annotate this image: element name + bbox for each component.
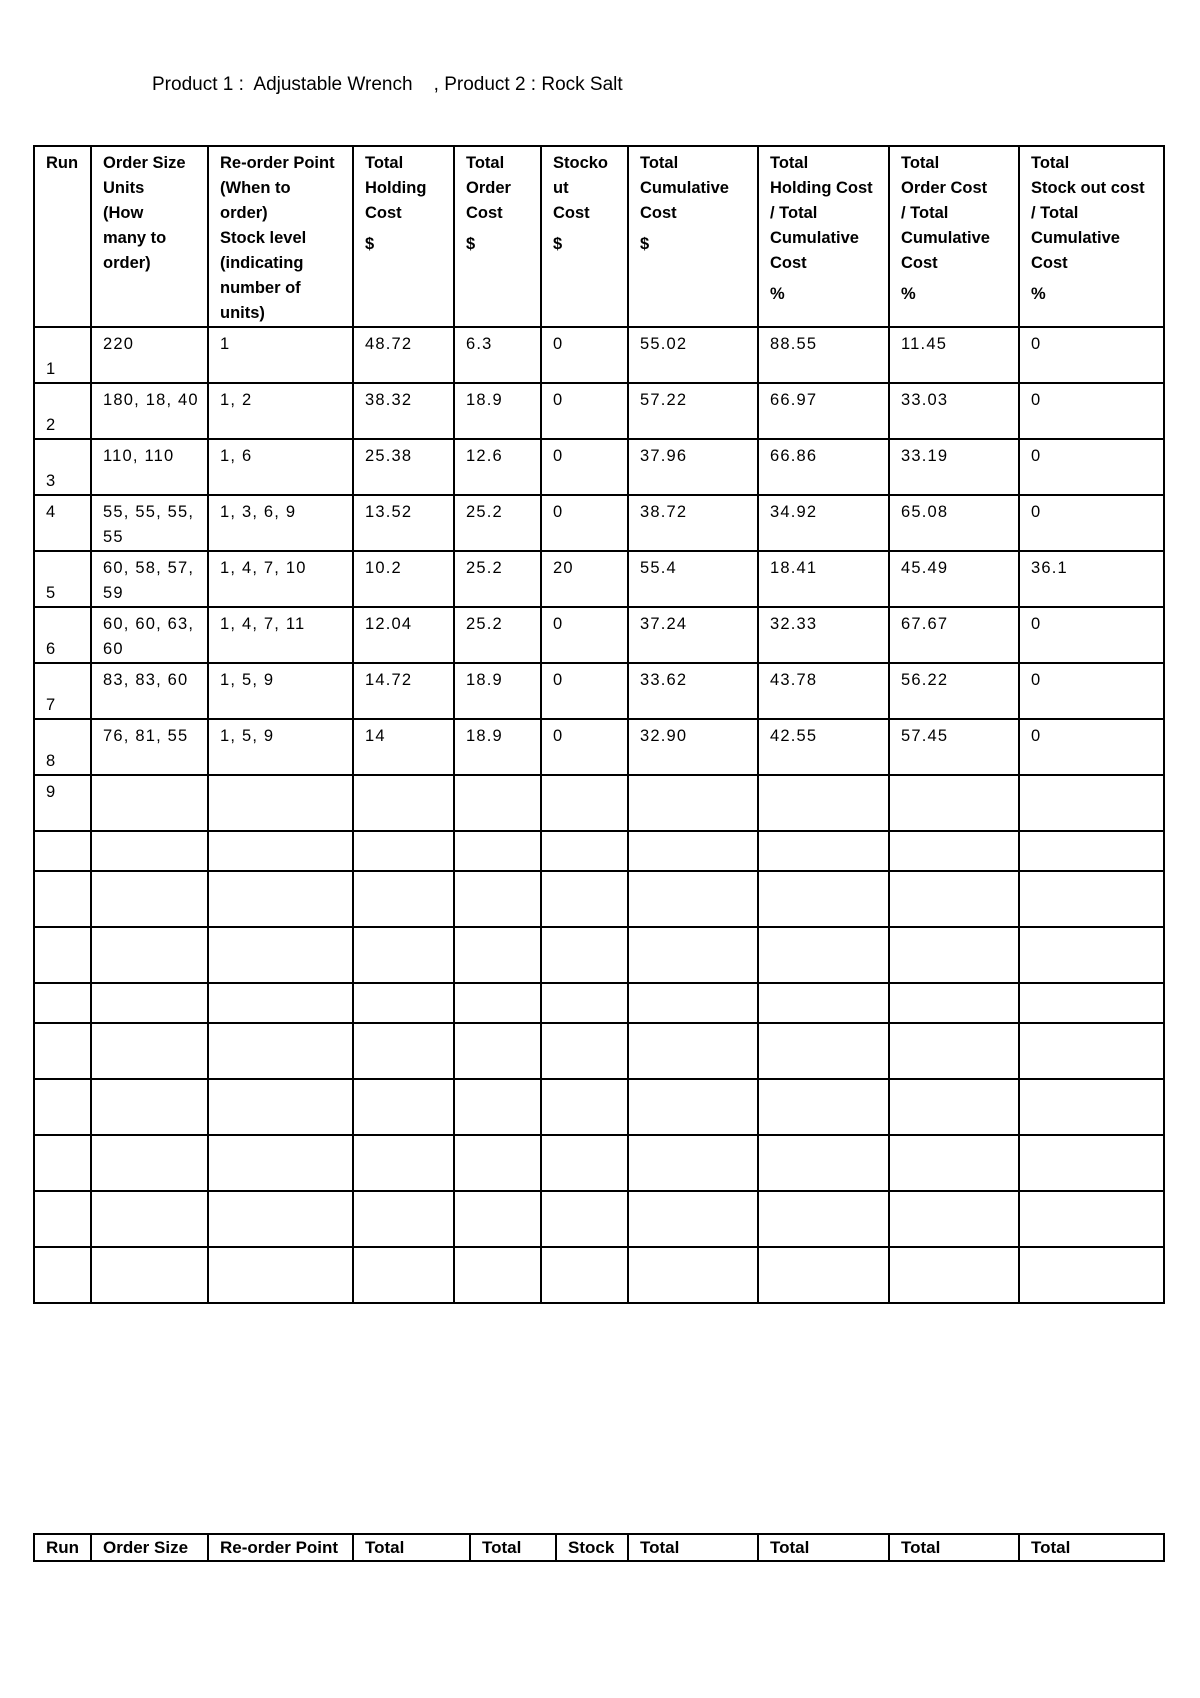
empty-cell (91, 1079, 208, 1135)
empty-cell (454, 1191, 541, 1247)
run-cell: 7 (34, 663, 91, 719)
holding-pct-cell: 32.33 (758, 607, 889, 663)
empty-cell (889, 1023, 1019, 1079)
order-pct-cell: 11.45 (889, 327, 1019, 383)
empty-cell (1019, 1079, 1164, 1135)
empty-row (34, 1135, 1164, 1191)
holding-pct-cell: 66.97 (758, 383, 889, 439)
bottom-header-cell: Order Size (91, 1534, 208, 1561)
cumulative-cost-cell (628, 775, 758, 831)
results-table (33, 145, 1165, 1304)
header-order-size: Order Size Units (How many to order) (91, 146, 208, 327)
order-cost-cell: 18.9 (454, 719, 541, 775)
empty-cell (758, 1191, 889, 1247)
empty-cell (454, 983, 541, 1023)
stockout-pct-cell: 0 (1019, 607, 1164, 663)
table-row (34, 719, 1164, 775)
stockout-cost-cell: 0 (541, 327, 628, 383)
stockout-cost-cell: 0 (541, 439, 628, 495)
empty-cell (758, 1247, 889, 1303)
empty-cell (208, 871, 353, 927)
header-order-pct: Total Order Cost / Total Cumulative Cost % (889, 146, 1019, 327)
empty-cell (1019, 871, 1164, 927)
bottom-header-cell: Total (470, 1534, 556, 1561)
empty-cell (91, 983, 208, 1023)
empty-cell (889, 983, 1019, 1023)
empty-cell (628, 1135, 758, 1191)
holding-pct-cell (758, 775, 889, 831)
stockout-cost-cell: 0 (541, 495, 628, 551)
holding-pct-cell: 66.86 (758, 439, 889, 495)
empty-cell (758, 1135, 889, 1191)
empty-cell (208, 1135, 353, 1191)
stockout-cost-cell: 0 (541, 383, 628, 439)
order-cost-cell: 12.6 (454, 439, 541, 495)
empty-cell (353, 1247, 454, 1303)
empty-cell (1019, 927, 1164, 983)
empty-cell (34, 831, 91, 871)
empty-cell (454, 1247, 541, 1303)
header-total-holding-cost: Total Holding Cost $ (353, 146, 454, 327)
cumulative-cost-cell: 55.02 (628, 327, 758, 383)
table-row (34, 327, 1164, 383)
order-size-cell: 110, 110 (91, 439, 208, 495)
empty-cell (34, 1191, 91, 1247)
empty-cell (1019, 983, 1164, 1023)
empty-cell (353, 871, 454, 927)
cumulative-cost-cell: 32.90 (628, 719, 758, 775)
order-cost-cell: 25.2 (454, 551, 541, 607)
empty-cell (628, 983, 758, 1023)
empty-cell (541, 1135, 628, 1191)
header-reorder-point: Re-order Point (When to order) Stock level (indicating number of units) (208, 146, 353, 327)
empty-cell (34, 871, 91, 927)
empty-cell (208, 831, 353, 871)
empty-cell (353, 1135, 454, 1191)
holding-cost-cell (353, 775, 454, 831)
empty-cell (208, 1247, 353, 1303)
stockout-pct-cell: 0 (1019, 439, 1164, 495)
stockout-pct-cell: 0 (1019, 719, 1164, 775)
order-cost-cell: 18.9 (454, 663, 541, 719)
empty-cell (353, 983, 454, 1023)
empty-cell (758, 1023, 889, 1079)
empty-cell (758, 1079, 889, 1135)
empty-cell (541, 871, 628, 927)
empty-cell (91, 1191, 208, 1247)
header-stockout-cost: Stocko ut Cost $ (541, 146, 628, 327)
empty-cell (353, 1191, 454, 1247)
table-row (34, 439, 1164, 495)
cumulative-cost-cell: 37.96 (628, 439, 758, 495)
cumulative-cost-cell: 33.62 (628, 663, 758, 719)
empty-cell (889, 831, 1019, 871)
empty-cell (541, 927, 628, 983)
header-holding-pct: Total Holding Cost / Total Cumulative Cost % (758, 146, 889, 327)
empty-cell (91, 1135, 208, 1191)
empty-row (34, 1023, 1164, 1079)
empty-cell (208, 1191, 353, 1247)
empty-cell (91, 1247, 208, 1303)
reorder-point-cell (208, 775, 353, 831)
empty-cell (628, 831, 758, 871)
run-cell: 3 (34, 439, 91, 495)
empty-row (34, 871, 1164, 927)
cumulative-cost-cell: 57.22 (628, 383, 758, 439)
empty-cell (454, 1023, 541, 1079)
stockout-pct-cell: 36.1 (1019, 551, 1164, 607)
order-cost-cell (454, 775, 541, 831)
empty-cell (889, 1079, 1019, 1135)
reorder-point-cell: 1, 5, 9 (208, 719, 353, 775)
stockout-cost-cell: 0 (541, 719, 628, 775)
holding-pct-cell: 18.41 (758, 551, 889, 607)
bottom-header-cell: Total (758, 1534, 889, 1561)
reorder-point-cell: 1 (208, 327, 353, 383)
empty-cell (628, 927, 758, 983)
bottom-header-cell: Total (628, 1534, 758, 1561)
empty-cell (628, 871, 758, 927)
holding-cost-cell: 48.72 (353, 327, 454, 383)
order-pct-cell: 33.03 (889, 383, 1019, 439)
order-cost-cell: 25.2 (454, 495, 541, 551)
empty-cell (628, 1247, 758, 1303)
order-size-cell: 60, 58, 57, 59 (91, 551, 208, 607)
empty-cell (454, 1135, 541, 1191)
reorder-point-cell: 1, 2 (208, 383, 353, 439)
stockout-cost-cell (541, 775, 628, 831)
empty-cell (34, 1135, 91, 1191)
holding-pct-cell: 42.55 (758, 719, 889, 775)
empty-cell (34, 927, 91, 983)
empty-cell (91, 831, 208, 871)
empty-cell (758, 831, 889, 871)
order-pct-cell: 67.67 (889, 607, 1019, 663)
empty-cell (541, 1247, 628, 1303)
order-size-cell: 55, 55, 55, 55 (91, 495, 208, 551)
empty-cell (541, 983, 628, 1023)
order-pct-cell: 57.45 (889, 719, 1019, 775)
holding-cost-cell: 14 (353, 719, 454, 775)
empty-cell (34, 1247, 91, 1303)
empty-cell (353, 927, 454, 983)
empty-cell (889, 1191, 1019, 1247)
order-size-cell: 60, 60, 63, 60 (91, 607, 208, 663)
empty-cell (628, 1023, 758, 1079)
order-size-cell: 76, 81, 55 (91, 719, 208, 775)
empty-row (34, 1079, 1164, 1135)
empty-cell (454, 927, 541, 983)
empty-cell (34, 1023, 91, 1079)
holding-cost-cell: 38.32 (353, 383, 454, 439)
stockout-cost-cell: 0 (541, 663, 628, 719)
empty-cell (208, 1023, 353, 1079)
empty-cell (758, 927, 889, 983)
empty-cell (541, 1191, 628, 1247)
run-cell: 8 (34, 719, 91, 775)
bottom-header-cell: Total (889, 1534, 1019, 1561)
reorder-point-cell: 1, 4, 7, 10 (208, 551, 353, 607)
header-stockout-pct: Total Stock out cost / Total Cumulative Cost % (1019, 146, 1164, 327)
empty-cell (208, 983, 353, 1023)
reorder-point-cell: 1, 6 (208, 439, 353, 495)
empty-cell (208, 1079, 353, 1135)
bottom-header-cell: Stock (556, 1534, 628, 1561)
order-size-cell: 220 (91, 327, 208, 383)
header-total-cumulative-cost: Total Cumulative Cost $ (628, 146, 758, 327)
cumulative-cost-cell: 37.24 (628, 607, 758, 663)
empty-cell (34, 1079, 91, 1135)
run-cell: 6 (34, 607, 91, 663)
empty-cell (628, 1079, 758, 1135)
repeated-header-row (34, 1534, 1164, 1561)
holding-pct-cell: 88.55 (758, 327, 889, 383)
run-cell: 4 (34, 495, 91, 551)
order-pct-cell: 33.19 (889, 439, 1019, 495)
holding-cost-cell: 12.04 (353, 607, 454, 663)
empty-cell (541, 1079, 628, 1135)
order-size-cell (91, 775, 208, 831)
empty-cell (541, 1023, 628, 1079)
table-row (34, 495, 1164, 551)
empty-cell (91, 1023, 208, 1079)
reorder-point-cell: 1, 5, 9 (208, 663, 353, 719)
order-size-cell: 83, 83, 60 (91, 663, 208, 719)
empty-cell (34, 983, 91, 1023)
run-cell: 5 (34, 551, 91, 607)
empty-cell (91, 871, 208, 927)
empty-cell (208, 927, 353, 983)
order-pct-cell: 45.49 (889, 551, 1019, 607)
empty-cell (758, 871, 889, 927)
stockout-pct-cell: 0 (1019, 383, 1164, 439)
empty-row (34, 831, 1164, 871)
stockout-pct-cell (1019, 775, 1164, 831)
holding-cost-cell: 25.38 (353, 439, 454, 495)
bottom-header-cell: Re-order Point (208, 1534, 353, 1561)
empty-cell (758, 983, 889, 1023)
holding-pct-cell: 43.78 (758, 663, 889, 719)
empty-cell (628, 1191, 758, 1247)
holding-cost-cell: 10.2 (353, 551, 454, 607)
empty-cell (353, 831, 454, 871)
order-pct-cell: 56.22 (889, 663, 1019, 719)
empty-row (34, 1247, 1164, 1303)
empty-cell (889, 1247, 1019, 1303)
order-pct-cell (889, 775, 1019, 831)
empty-cell (91, 927, 208, 983)
stockout-cost-cell: 0 (541, 607, 628, 663)
empty-cell (889, 871, 1019, 927)
table-row (34, 551, 1164, 607)
empty-cell (541, 831, 628, 871)
empty-cell (454, 871, 541, 927)
cumulative-cost-cell: 55.4 (628, 551, 758, 607)
empty-cell (1019, 831, 1164, 871)
stockout-pct-cell: 0 (1019, 663, 1164, 719)
header-row (34, 146, 1164, 327)
empty-cell (454, 831, 541, 871)
empty-cell (1019, 1023, 1164, 1079)
empty-cell (353, 1023, 454, 1079)
run-cell: 2 (34, 383, 91, 439)
stockout-cost-cell: 20 (541, 551, 628, 607)
order-cost-cell: 25.2 (454, 607, 541, 663)
holding-pct-cell: 34.92 (758, 495, 889, 551)
bottom-header-cell: Total (353, 1534, 470, 1561)
empty-cell (1019, 1191, 1164, 1247)
order-pct-cell: 65.08 (889, 495, 1019, 551)
order-cost-cell: 18.9 (454, 383, 541, 439)
page-title: Product 1 : Adjustable Wrench , Product 2 : Rock Salt (152, 74, 623, 95)
empty-cell (889, 927, 1019, 983)
empty-row (34, 927, 1164, 983)
table-row (34, 383, 1164, 439)
stockout-pct-cell: 0 (1019, 327, 1164, 383)
bottom-header-cell: Total (1019, 1534, 1164, 1561)
cumulative-cost-cell: 38.72 (628, 495, 758, 551)
header-run: Run (34, 146, 91, 327)
table-row (34, 663, 1164, 719)
run-cell: 1 (34, 327, 91, 383)
table-row (34, 775, 1164, 831)
empty-cell (454, 1079, 541, 1135)
table-row (34, 607, 1164, 663)
empty-cell (353, 1079, 454, 1135)
stockout-pct-cell: 0 (1019, 495, 1164, 551)
empty-cell (1019, 1135, 1164, 1191)
repeated-header-table (33, 1533, 1165, 1562)
bottom-header-cell: Run (34, 1534, 91, 1561)
order-cost-cell: 6.3 (454, 327, 541, 383)
order-size-cell: 180, 18, 40 (91, 383, 208, 439)
empty-row (34, 1191, 1164, 1247)
empty-cell (889, 1135, 1019, 1191)
run-cell: 9 (34, 775, 91, 831)
header-total-order-cost: Total Order Cost $ (454, 146, 541, 327)
empty-cell (1019, 1247, 1164, 1303)
reorder-point-cell: 1, 4, 7, 11 (208, 607, 353, 663)
reorder-point-cell: 1, 3, 6, 9 (208, 495, 353, 551)
empty-row (34, 983, 1164, 1023)
holding-cost-cell: 13.52 (353, 495, 454, 551)
holding-cost-cell: 14.72 (353, 663, 454, 719)
